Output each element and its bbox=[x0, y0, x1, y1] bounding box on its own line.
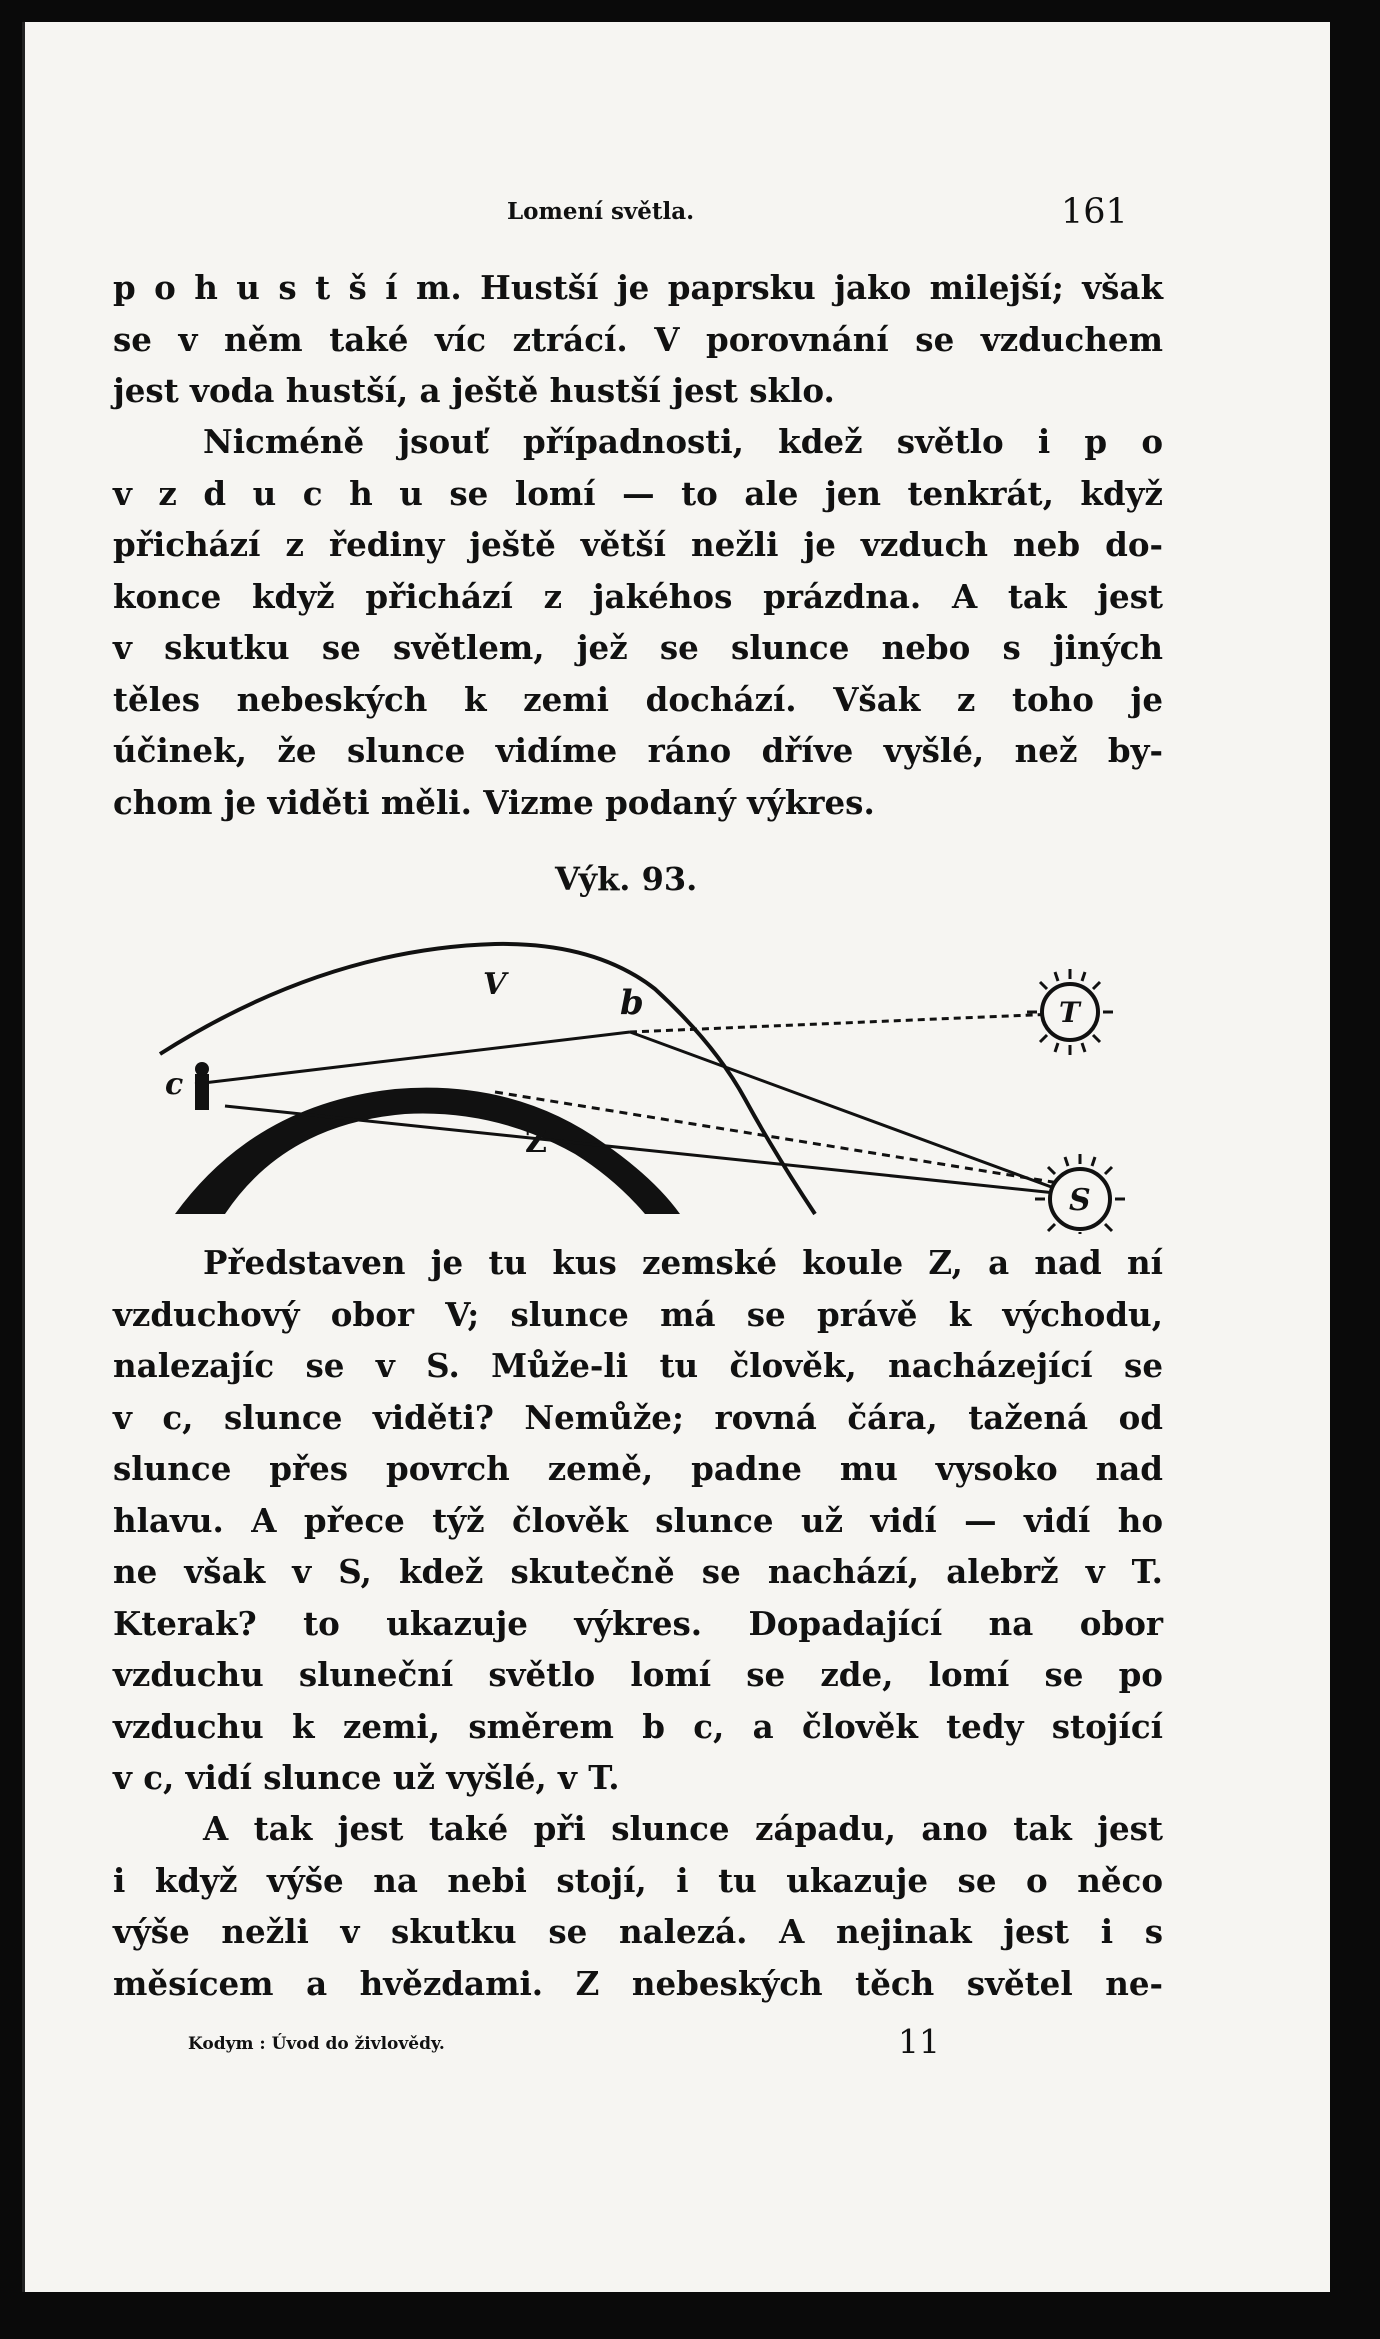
text-line: A tak jest také při slunce západu, ano tak jest bbox=[203, 1809, 1163, 1848]
label-t: T bbox=[1059, 996, 1080, 1029]
page-number: 161 bbox=[1061, 192, 1128, 232]
text-line: Představen je tu kus zemské koule Z, a nad ní bbox=[203, 1243, 1163, 1282]
text-line: měsícem a hvězdami. Z nebeských těch světel ne- bbox=[113, 1963, 1163, 2003]
figure-caption: Výk. 93. bbox=[555, 860, 698, 898]
text-line: v c, slunce viděti? Nemůže; rovná čára, tažená od bbox=[113, 1397, 1163, 1437]
text-line: Nicméně jsouť případnosti, kdež světlo i p o bbox=[203, 422, 1163, 461]
book-page bbox=[22, 22, 1330, 2292]
text-line: slunce přes povrch země, padne mu vysoko nad bbox=[113, 1449, 1163, 1488]
text-line: v z d u c h u se lomí — to ale jen tenkrát, když bbox=[113, 473, 1163, 513]
text-line: konce když přichází z jakéhos prázdna. A tak jest bbox=[113, 576, 1163, 616]
observer-figure bbox=[195, 1074, 209, 1110]
observer-head bbox=[195, 1062, 209, 1076]
text-line: přichází z řediny ještě větší nežli je vzduch neb do- bbox=[113, 525, 1163, 564]
text-line: účinek, že slunce vidíme ráno dříve vyšlé, než by- bbox=[113, 731, 1163, 770]
text-line: vzduchu sluneční světlo lomí se zde, lomí se po bbox=[113, 1655, 1163, 1694]
refracted-ray-cb bbox=[195, 1032, 630, 1084]
paragraph-4 bbox=[113, 1803, 1163, 2009]
text-line: výše nežli v skutku se nalezá. A nejinak jest i s bbox=[113, 1912, 1163, 1951]
text-line: hlavu. A přece týž člověk slunce už vidí — vidí ho bbox=[113, 1500, 1163, 1540]
signature-mark: Kodym : Úvod do živlovědy. bbox=[188, 2034, 445, 2054]
sheet-number: 11 bbox=[898, 2022, 940, 2061]
paragraph-1 bbox=[113, 262, 1163, 417]
apparent-ray-bt bbox=[630, 1014, 1055, 1032]
text-line: chom je viděti měli. Vizme podaný výkres. bbox=[113, 782, 875, 822]
paragraph-2 bbox=[113, 416, 1163, 828]
text-line: nalezajíc se v S. Může-li tu člověk, nacházející se bbox=[113, 1346, 1163, 1385]
label-s: S bbox=[1069, 1183, 1091, 1218]
text-line: p o h u s t š í m. Hustší je paprsku jako milejší; však bbox=[113, 268, 1163, 307]
text-line: v skutku se světlem, jež se slunce nebo s jiných bbox=[113, 628, 1163, 667]
text-line: těles nebeských k zemi dochází. Však z toho je bbox=[113, 679, 1163, 719]
label-v: V bbox=[483, 967, 507, 1002]
text-line: vzduchu k zemi, směrem b c, a člověk tedy stojící bbox=[113, 1706, 1163, 1746]
paragraph-3 bbox=[113, 1237, 1163, 1804]
refraction-diagram bbox=[135, 914, 1185, 1234]
label-b: b bbox=[620, 983, 644, 1023]
text-line: ne však v S, kdež skutečně se nachází, alebrž v T. bbox=[113, 1552, 1163, 1591]
text-line: vzduchový obor V; slunce má se právě k východu, bbox=[113, 1294, 1163, 1334]
label-z: Z bbox=[525, 1125, 547, 1160]
text-line: i když výše na nebi stojí, i tu ukazuje se o něco bbox=[113, 1860, 1163, 1900]
page-footer bbox=[25, 2022, 1330, 2066]
label-c: c bbox=[165, 1067, 184, 1102]
text-line: jest voda hustší, a ještě hustší jest sklo. bbox=[113, 371, 835, 410]
text-line: v c, vidí slunce už vyšlé, v T. bbox=[113, 1758, 620, 1797]
earth-surface bbox=[175, 1088, 680, 1214]
text-line: Kterak? to ukazuje výkres. Dopadající na obor bbox=[113, 1603, 1163, 1643]
running-title: Lomení světla. bbox=[507, 198, 695, 225]
text-line: se v něm také víc ztrácí. V porovnání se vzduchem bbox=[113, 319, 1163, 359]
incoming-ray-bs bbox=[630, 1032, 1065, 1192]
running-head bbox=[25, 192, 1330, 238]
